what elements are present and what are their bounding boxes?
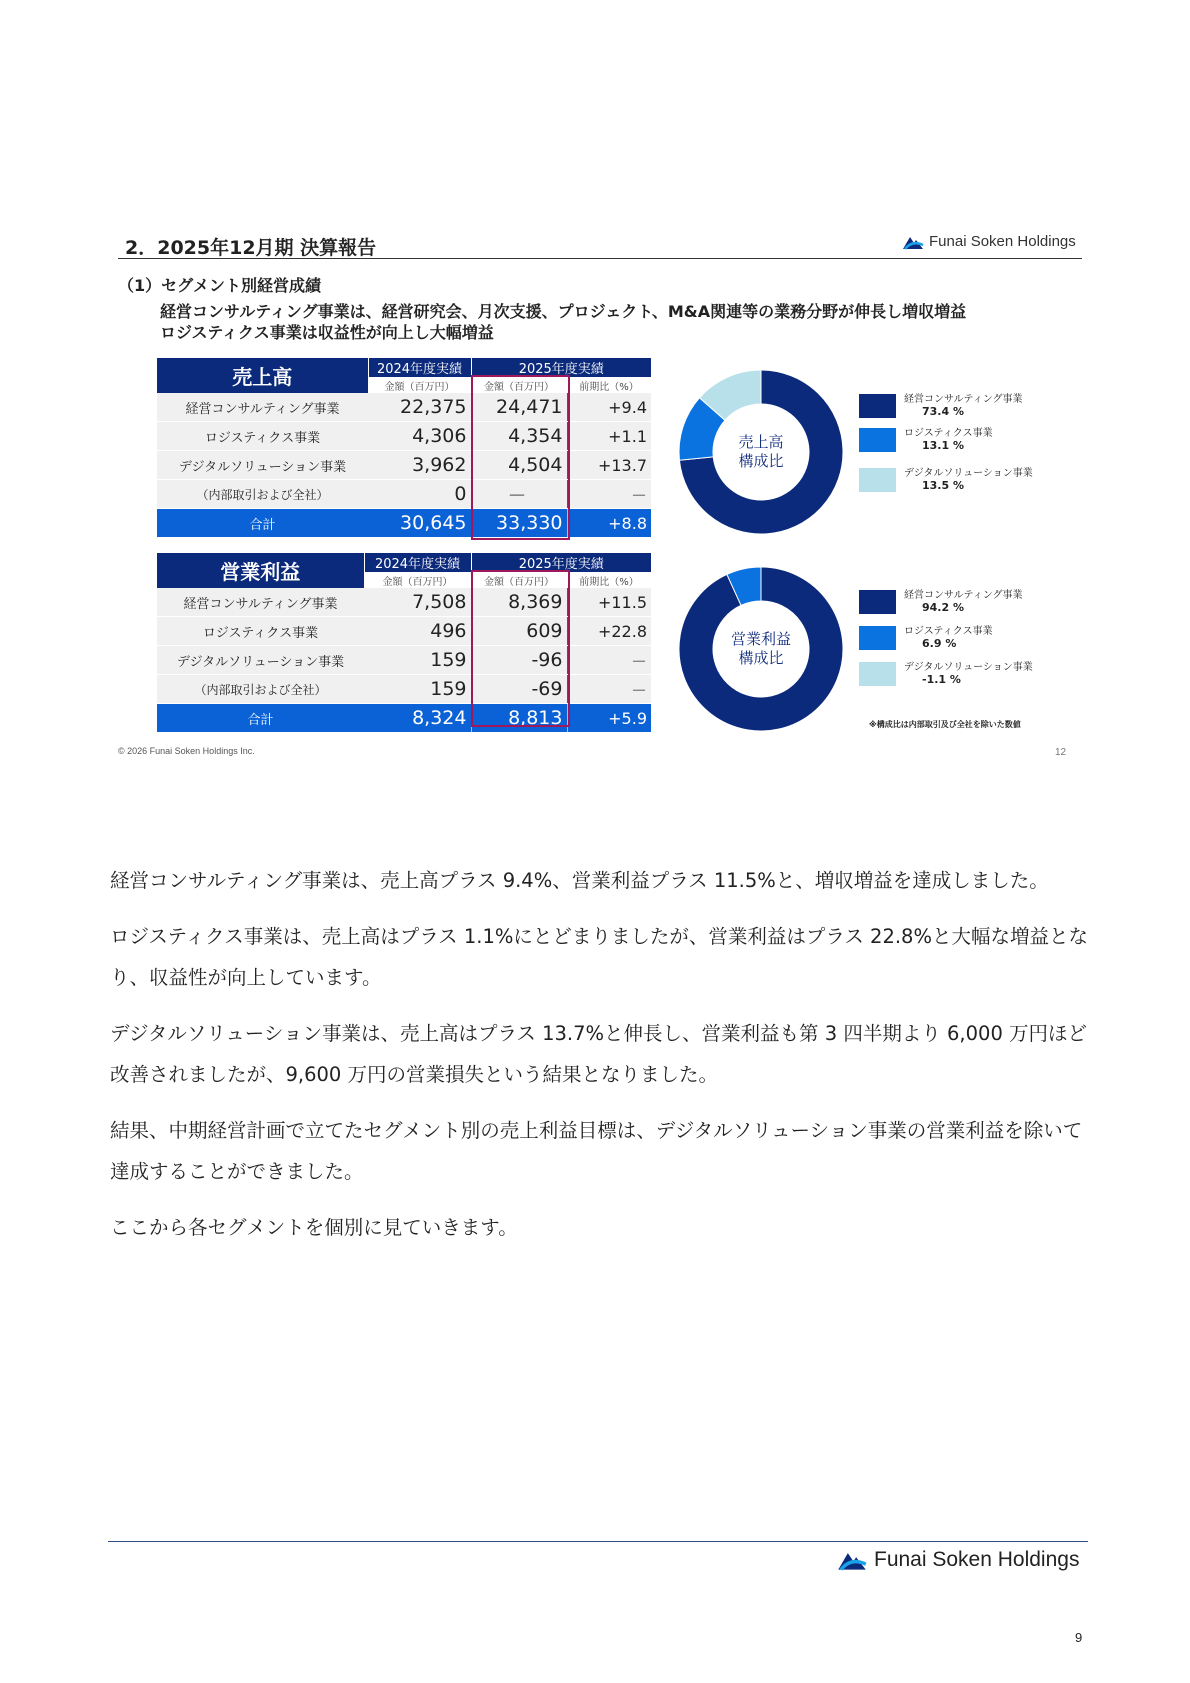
value-2024: 159 — [364, 675, 471, 704]
sales-sub-amount-2025: 金額（百万円） — [471, 377, 567, 393]
total-label: 合計 — [157, 704, 364, 733]
legend-value: 6.9 % — [922, 637, 957, 650]
profit-year-2024-header: 2024年度実績 — [364, 553, 471, 572]
table-row — [157, 393, 651, 422]
legend-item — [859, 662, 1033, 686]
legend-swatch — [859, 468, 896, 492]
total-2024: 8,324 — [364, 704, 471, 733]
yoy-value: +22.8 — [567, 617, 651, 646]
legend-value: 73.4 % — [922, 405, 964, 418]
value-2024: 159 — [364, 646, 471, 675]
legend-text — [904, 590, 1023, 614]
yoy-value: +11.5 — [567, 588, 651, 617]
profit-table — [157, 553, 651, 732]
legend-item — [859, 394, 1023, 418]
value-2025: 24,471 — [471, 393, 567, 422]
legend-swatch — [859, 428, 896, 452]
center-label-line-2: 構成比 — [738, 452, 784, 470]
center-label-line-1: 営業利益 — [730, 630, 791, 648]
total-label: 合計 — [157, 509, 368, 538]
segment-name: ロジスティクス事業 — [157, 422, 368, 451]
footer-logo — [836, 1548, 1079, 1572]
table-row — [157, 480, 651, 509]
profit-sub-amount-2024: 金額（百万円） — [364, 572, 471, 588]
footer-rule — [108, 1541, 1088, 1542]
value-2024: 22,375 — [368, 393, 471, 422]
headline-1: 経営コンサルティング事業は、経営研究会、月次支援、プロジェクト、M&A関連等の業務分野が伸長し増収増益 — [160, 302, 967, 321]
total-2025: 33,330 — [471, 509, 567, 538]
center-label-line-2: 構成比 — [738, 649, 784, 667]
profit-table-container — [157, 553, 651, 732]
yoy-value: － — [567, 675, 651, 704]
legend-value: 13.1 % — [922, 439, 964, 452]
value-2025: 4,354 — [471, 422, 567, 451]
legend-value: 94.2 % — [922, 601, 964, 614]
legend-category: ロジスティクス事業 — [904, 428, 993, 439]
logo-text: Funai Soken Holdings — [929, 233, 1076, 250]
logo-text: Funai Soken Holdings — [874, 1548, 1080, 1571]
legend-swatch — [859, 662, 896, 686]
wave-logo-icon — [836, 1549, 868, 1571]
composition-footnote: ※構成比は内部取引及び全社を除いた数値 — [869, 720, 1021, 729]
sales-table-container — [157, 358, 651, 537]
sales-sub-yoy: 前期比（%） — [567, 377, 651, 393]
slide-copyright: © 2026 Funai Soken Holdings Inc. — [118, 746, 255, 756]
yoy-value: － — [567, 646, 651, 675]
highlight-2025-column — [471, 570, 570, 727]
slide-title: 2．2025年12月期 決算報告 — [125, 237, 377, 259]
total-yoy: +8.8 — [567, 509, 651, 538]
page-number: 9 — [1075, 1630, 1083, 1645]
profit-donut-center-label — [716, 630, 806, 668]
value-2024: 7,508 — [364, 588, 471, 617]
yoy-value: +9.4 — [567, 393, 651, 422]
legend-category: 経営コンサルティング事業 — [904, 590, 1023, 601]
value-2025: -96 — [471, 646, 567, 675]
value-2025: 8,369 — [471, 588, 567, 617]
slide-page-number: 12 — [1055, 747, 1067, 758]
legend-item — [859, 626, 993, 650]
legend-value: -1.1 % — [922, 673, 961, 686]
table-row — [157, 675, 651, 704]
legend-text — [904, 662, 1033, 686]
value-2025: -69 — [471, 675, 567, 704]
sales-table-title: 売上高 — [157, 358, 368, 393]
profit-sub-amount-2025: 金額（百万円） — [471, 572, 567, 588]
company-logo — [902, 233, 1076, 250]
sales-year-2025-header: 2025年度実績 — [471, 358, 651, 377]
total-2024: 30,645 — [368, 509, 471, 538]
highlight-2025-column — [471, 375, 570, 540]
legend-category: デジタルソリューション事業 — [904, 468, 1033, 479]
legend-item — [859, 468, 1033, 492]
table-row — [157, 451, 651, 480]
value-2024: 4,306 — [368, 422, 471, 451]
segment-name: （内部取引および全社） — [157, 480, 368, 509]
legend-swatch — [859, 590, 896, 614]
segment-name: デジタルソリューション事業 — [157, 646, 364, 675]
paragraph: ここから各セグメントを個別に見ていきます。 — [110, 1216, 518, 1239]
paragraph: 経営コンサルティング事業は、売上高プラス 9.4%、営業利益プラス 11.5%と、増収増益を達成しました。 — [110, 869, 1049, 892]
section-heading: （1）セグメント別経営成績 — [118, 276, 321, 295]
table-row — [157, 588, 651, 617]
yoy-value: +13.7 — [567, 451, 651, 480]
table-row — [157, 422, 651, 451]
legend-text — [904, 428, 993, 452]
profit-sub-yoy: 前期比（%） — [567, 572, 651, 588]
legend-swatch — [859, 394, 896, 418]
table-total-row — [157, 509, 651, 538]
total-yoy: +5.9 — [567, 704, 651, 733]
yoy-value: － — [567, 480, 651, 509]
sales-table — [157, 358, 651, 537]
segment-name: デジタルソリューション事業 — [157, 451, 368, 480]
table-row — [157, 617, 651, 646]
sales-donut-center-label — [716, 433, 806, 471]
legend-category: 経営コンサルティング事業 — [904, 394, 1023, 405]
slide-title-rule — [118, 258, 1082, 259]
wave-logo-icon — [902, 234, 924, 250]
headline-2: ロジスティクス事業は収益性が向上し大幅増益 — [160, 323, 494, 342]
legend-swatch — [859, 626, 896, 650]
legend-category: ロジスティクス事業 — [904, 626, 993, 637]
segment-name: 経営コンサルティング事業 — [157, 588, 364, 617]
segment-name: 経営コンサルティング事業 — [157, 393, 368, 422]
paragraph: デジタルソリューション事業は、売上高はプラス 13.7%と伸長し、営業利益も第 3 四半期より 6,000 万円ほど改善されましたが、9,600 万円の営業損失という結果となりました。 — [110, 1022, 1088, 1086]
legend-text — [904, 626, 993, 650]
paragraph: ロジスティクス事業は、売上高はプラス 1.1%にとどまりましたが、営業利益はプラス 22.8%と大幅な増益となり、収益性が向上しています。 — [110, 925, 1088, 989]
sales-sub-amount-2024: 金額（百万円） — [368, 377, 471, 393]
value-2024: 496 — [364, 617, 471, 646]
legend-category: デジタルソリューション事業 — [904, 662, 1033, 673]
legend-text — [904, 394, 1023, 418]
segment-name: ロジスティクス事業 — [157, 617, 364, 646]
value-2025: － — [471, 480, 567, 509]
legend-item — [859, 590, 1023, 614]
value-2024: 0 — [368, 480, 471, 509]
paragraph: 結果、中期経営計画で立てたセグメント別の売上利益目標は、デジタルソリューション事業の営業利益を除いて達成することができました。 — [110, 1119, 1083, 1183]
value-2025: 609 — [471, 617, 567, 646]
legend-text — [904, 468, 1033, 492]
table-total-row — [157, 704, 651, 733]
total-2025: 8,813 — [471, 704, 567, 733]
table-row — [157, 646, 651, 675]
profit-table-title: 営業利益 — [157, 553, 364, 588]
center-label-line-1: 売上高 — [738, 433, 784, 451]
segment-name: （内部取引および全社） — [157, 675, 364, 704]
yoy-value: +1.1 — [567, 422, 651, 451]
profit-year-2025-header: 2025年度実績 — [471, 553, 651, 572]
legend-item — [859, 428, 993, 452]
legend-value: 13.5 % — [922, 479, 964, 492]
value-2024: 3,962 — [368, 451, 471, 480]
value-2025: 4,504 — [471, 451, 567, 480]
sales-year-2024-header: 2024年度実績 — [368, 358, 471, 377]
body-text — [110, 860, 1090, 1263]
